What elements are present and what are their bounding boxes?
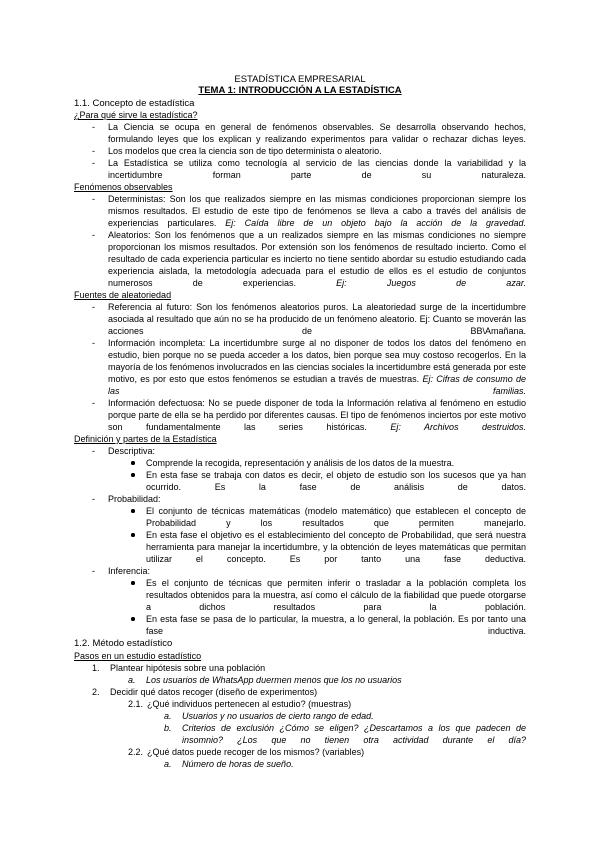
document-subtitle: TEMA 1: INTRODUCCIÓN A LA ESTADÍSTICA	[198, 85, 402, 96]
dash-bullet: -	[92, 146, 95, 156]
descriptive-item-2	[146, 469, 526, 505]
dash-bullet: -	[92, 302, 95, 312]
step-1: Plantear hipótesis sobre una población	[110, 663, 266, 673]
subheading-sources: Fuentes de aleatoriedad	[74, 290, 172, 300]
paragraph-statistics-text: La Estadística se utiliza como tecnología al servicio de las ciencias donde la variabilidad y la incertidumbre forman parte de su naturaleza.	[108, 158, 526, 180]
step-2-1a: Usuarios y no usuarios de cierto rango de edad.	[182, 711, 374, 721]
label-probability: Probabilidad:	[108, 494, 161, 504]
step-number-2-1: 2.1.	[128, 699, 144, 709]
document-title: ESTADÍSTICA EMPRESARIAL	[234, 74, 366, 85]
subheading-purpose: ¿Para qué sirve la estadística?	[74, 110, 198, 120]
bullet-dot	[131, 461, 135, 465]
step-letter-a: a.	[164, 759, 172, 769]
step-letter-a: a.	[128, 675, 136, 685]
dash-bullet: -	[92, 230, 95, 240]
bullet-dot	[131, 581, 135, 585]
inference-item-2	[146, 613, 526, 649]
future-text: Referencia al futuro: Son los fenómenos aleatorios puros. La aleatoriedad surge de la incertidumbre asociada al resultado que aún no se ha producido de un fenómeno aleatorio. Ej: Cuanto se moverán las acciones de BB\Amañana.	[108, 302, 526, 336]
descriptive-item-2-text: En esta fase se trabaja con datos es decir, el objeto de estudio son los sucesos que ya han ocurrido. Es la fase de análisis de datos.	[146, 470, 526, 492]
label-descriptive: Descriptiva:	[108, 446, 156, 456]
bullet-dot	[131, 509, 135, 513]
incomplete-example: Ej: Cifras de consumo de las familias.	[108, 374, 527, 396]
dash-bullet: -	[92, 494, 95, 504]
deterministic-text: Deterministas: Son los que realizados siempre en las mismas condiciones proporcionan siempre los mismos resultados. El estudio de este tipo de fenómenos se lleva a cabo a través del análisis de experiencias particulares.	[108, 194, 526, 228]
descriptive-item-1: Comprende la recogida, representación y análisis de los datos de la muestra.	[146, 458, 455, 468]
step-number-2-2: 2.2.	[128, 747, 144, 757]
bullet-dot	[131, 533, 135, 537]
dash-bullet: -	[92, 446, 95, 456]
deterministic-example: Ej: Caída libre de un objeto bajo la acción de la gravedad.	[225, 218, 526, 228]
subheading-definition: Definición y partes de la Estadística	[74, 434, 217, 444]
bullet-dot	[131, 473, 135, 477]
step-letter-a: a.	[164, 711, 172, 721]
step-2-1b-text: Criterios de exclusión ¿Cómo se eligen? ¿Descartamos a los que padecen de insomnio? ¿Los que no tienen otra actividad durante el día?	[182, 723, 526, 745]
step-2-2: ¿Qué datos puede recoger de los mismos? (variables)	[147, 747, 365, 757]
probability-item-1-text: El conjunto de técnicas matemáticas (modelo matemático) que establecen el concepto de Probabilidad y los resultados que permiten manejarlo.	[146, 506, 526, 528]
section-heading-1-2: 1.2. Método estadístico	[74, 638, 173, 649]
dash-bullet: -	[92, 194, 95, 204]
dash-bullet: -	[92, 398, 95, 408]
probability-item-2-text: En esta fase el objetivo es el establecimiento del concepto de Probabilidad, que será nuestra herramienta para manejar la incertidumbre, y la obtención de leyes matemáticas que permitan utilizar el concepto. Es por tanto una fase deductiva.	[146, 530, 526, 564]
step-letter-b: b.	[164, 723, 172, 733]
step-number-1: 1.	[92, 663, 100, 673]
label-inference: Inferencia:	[108, 566, 151, 576]
defective-example: Ej: Archivos destruidos.	[390, 422, 526, 432]
defective-text: Información defectuosa: No se puede disponer de toda la Información relativa al fenómeno en estudio porque parte de ella se ha perdido por diferentes causas. El tipo de fenómenos inciertos por este motivo son fundamentalmente las series históricas.	[108, 398, 526, 432]
incomplete-text: Información incompleta: La incertidumbre surge al no disponer de todos los datos del fenómeno en estudio, bien porque no se pueda acceder a los datos, bien porque sea muy costoso recogerlos. En la mayoría de los fenómenos involucrados en las ciencias sociales la incertidumbre está generada por este motivo, es por esto que estos fenómenos se estudian a través de muestras.	[108, 338, 526, 384]
dash-bullet: -	[92, 158, 95, 168]
step-2-2a: Número de horas de sueño.	[182, 759, 294, 769]
step-2: Decidir qué datos recoger (diseño de experimentos)	[110, 687, 318, 697]
paragraph-science-text: La Ciencia se ocupa en general de fenómenos observables. Se desarrolla observando hechos, formulando leyes que los explican y realizando experimentos para validar o rechazar dichas leyes.	[108, 122, 526, 144]
inference-item-1-text: Es el conjunto de técnicas que permiten inferir o trasladar a la población completa los resultados obtenidos para la muestra, así como el cálculo de la fiabilidad que puede otorgarse a dichos resultados para la población.	[146, 578, 526, 612]
dash-bullet: -	[92, 122, 95, 132]
probability-item-2	[146, 529, 526, 577]
bullet-dot	[131, 617, 135, 621]
step-1a: Los usuarios de WhatsApp duermen menos que los no usuarios	[146, 675, 402, 685]
dash-bullet: -	[92, 566, 95, 576]
step-2-1: ¿Qué individuos pertenecen al estudio? (muestras)	[147, 699, 352, 709]
random-text: Aleatorios: Son los fenómenos que a un realizados siempre en las mismas condiciones no siempre proporcionan los mismos resultados. Por extensión son los fenómenos de resultado incierto. Como el resultado de cada experiencia particular es incierto no tiene sentido abordar su estudio estudiando cada experiencia aislada, la metodología adecuada para el estudio de ellos es el estudio de conjuntos numerosos de experiencias.	[108, 230, 526, 288]
subheading-steps: Pasos en un estudio estadístico	[74, 651, 202, 661]
section-heading-1-1: 1.1. Concepto de estadística	[74, 98, 195, 109]
inference-item-2-text: En esta fase se pasa de lo particular, la muestra, a lo general, la población. Es por tanto una fase inductiva.	[146, 614, 526, 636]
dash-bullet: -	[92, 338, 95, 348]
step-number-2: 2.	[92, 687, 100, 697]
random-example: Ej: Juegos de azar.	[336, 278, 526, 288]
paragraph-models: Los modelos que crea la ciencia son de tipo determinista o aleatorio.	[108, 146, 382, 156]
subheading-phenomena: Fenómenos observables	[74, 182, 173, 192]
